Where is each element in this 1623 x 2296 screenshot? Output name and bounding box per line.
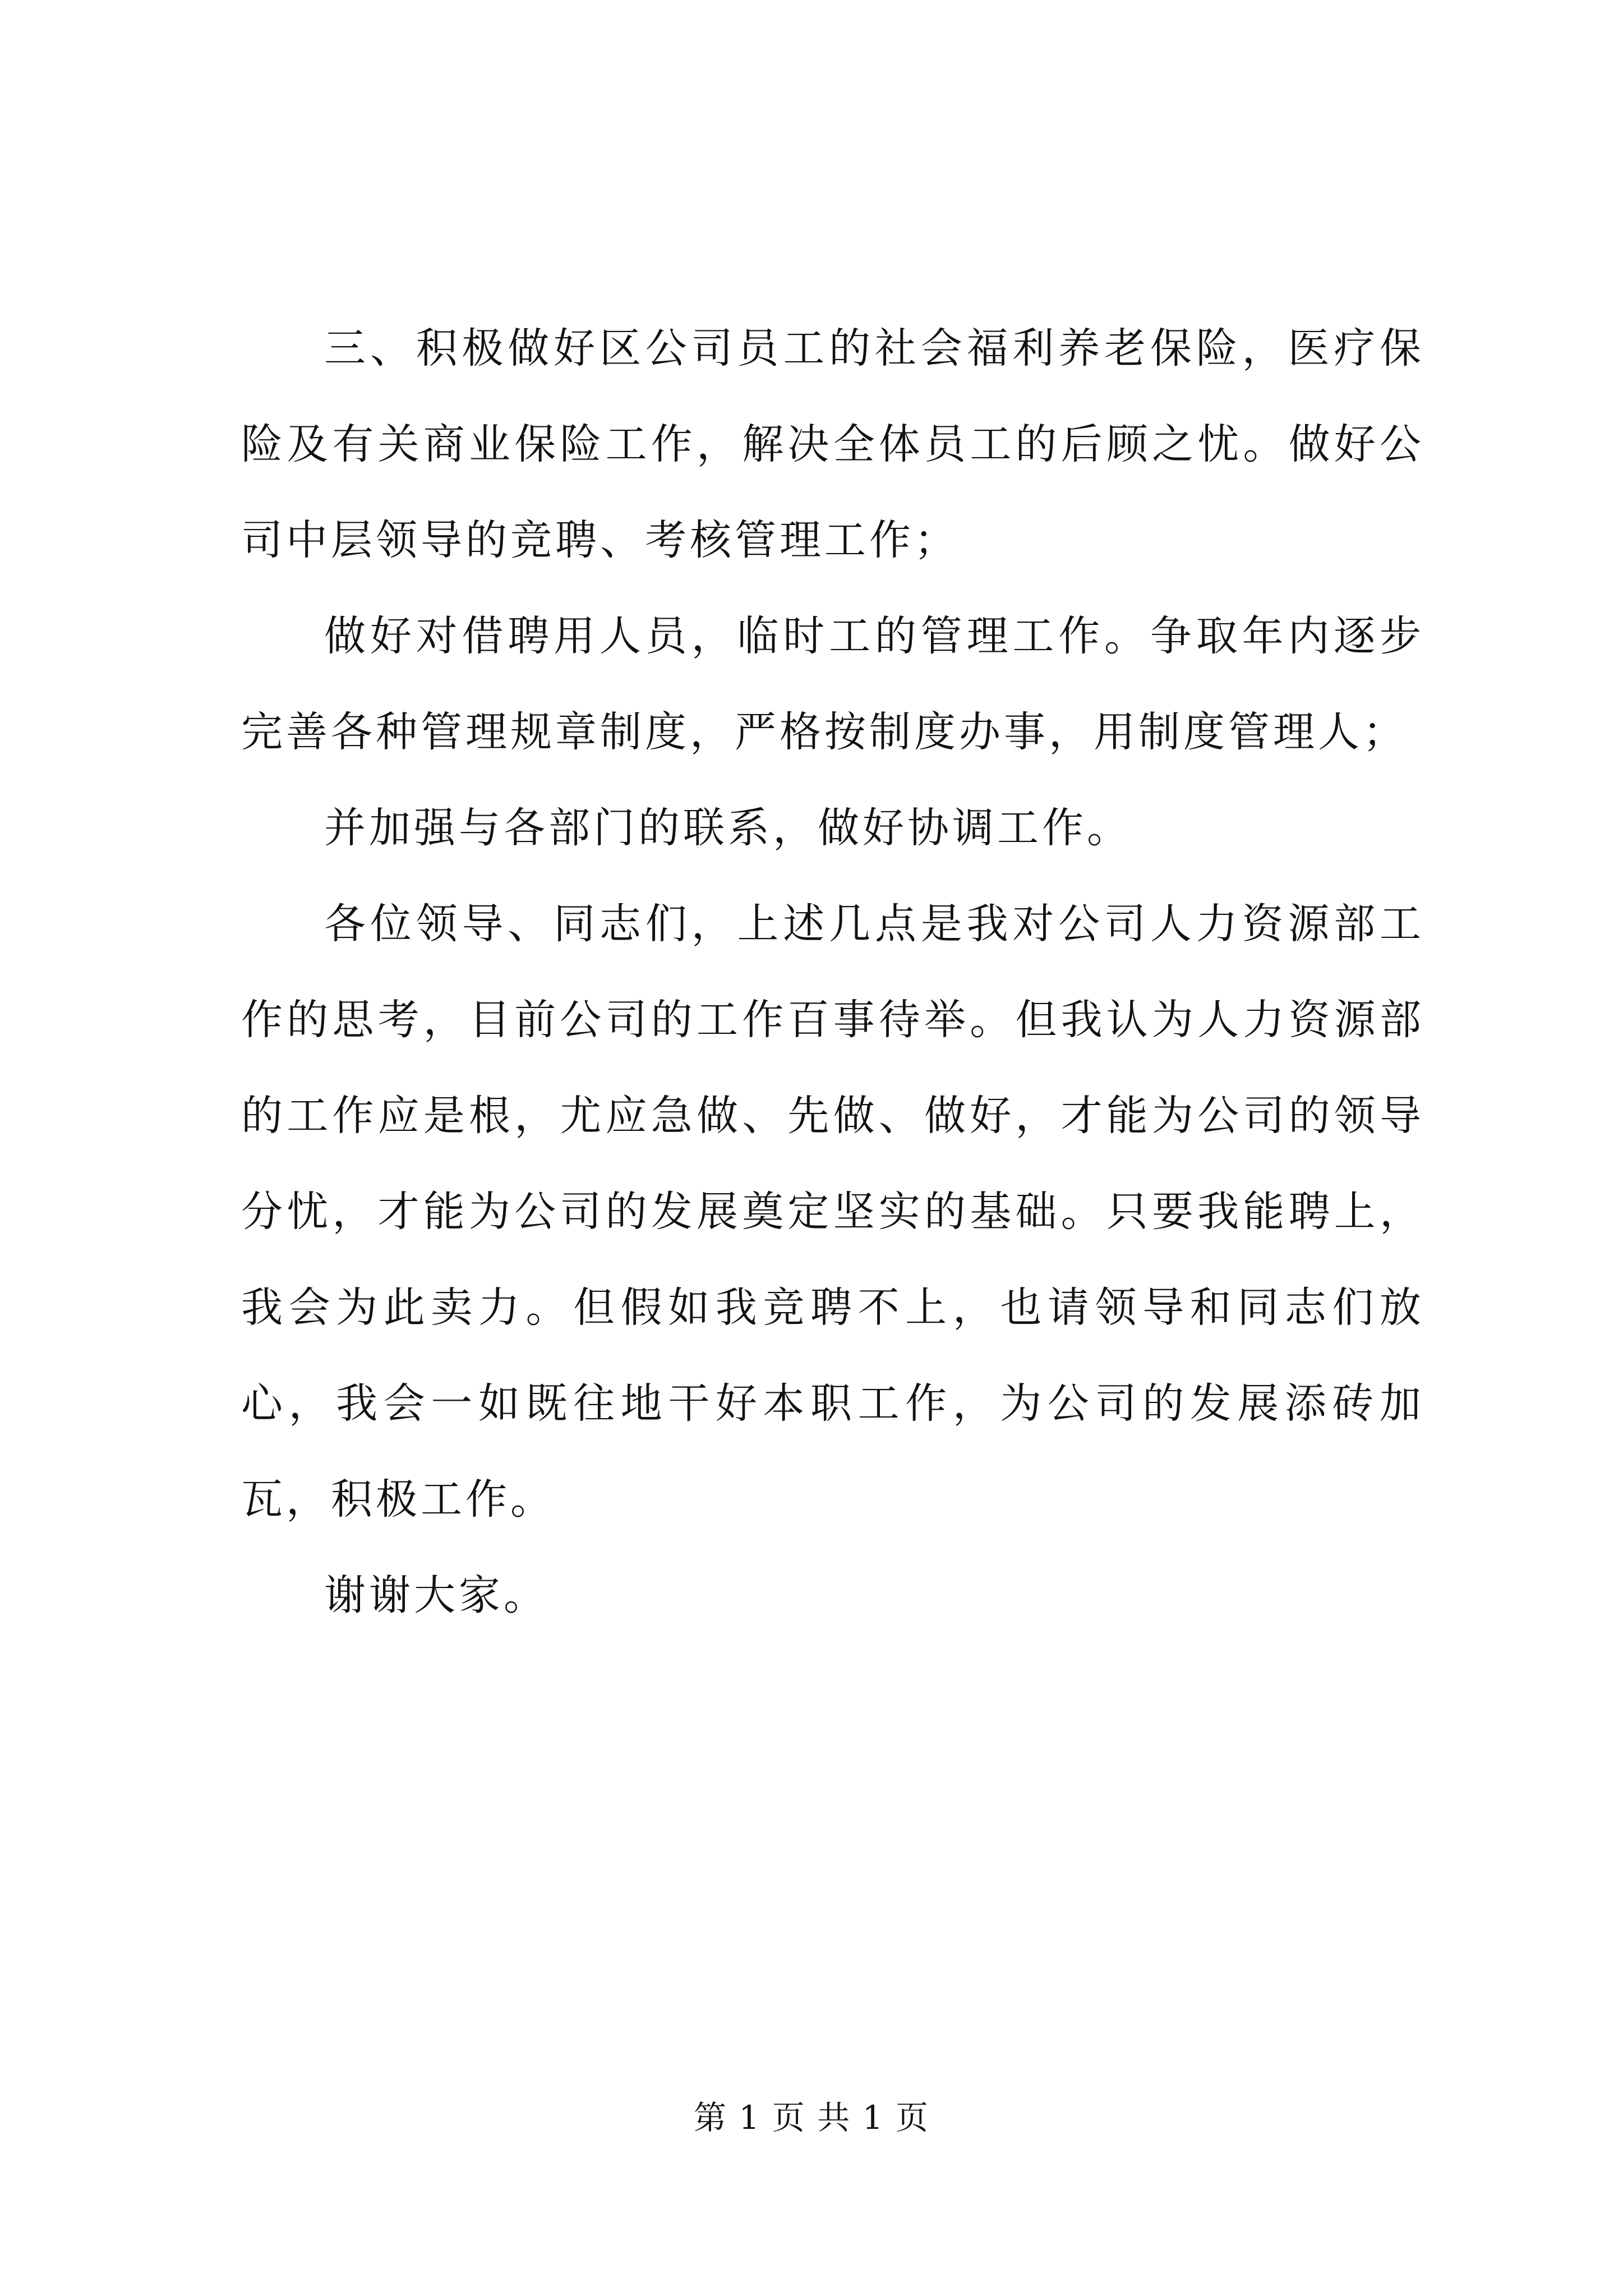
paragraph-temporary-staff: 做好对借聘用人员，临时工的管理工作。争取年内逐步完善各种管理规章制度，严格按制度办事，用制度管理人； xyxy=(241,612,1424,756)
page-footer: 第 1 页 共 1 页 xyxy=(694,2099,929,2137)
paragraph-closing-remarks: 各位领导、同志们，上述几点是我对公司人力资源部工作的思考，目前公司的工作百事待举。但我认为人力资源部的工作应是根，尤应急做、先做、做好，才能为公司的领导分忧，才能为公司的发展奠定坚实的基础。只要我能聘上，我会为此卖力。但假如我竞聘不上，也请领导和同志们放心，我会一如既往地干好本职工作，为公司的发展添砖加瓦，积极工作。 xyxy=(241,900,1424,1524)
document-body xyxy=(241,301,1424,1644)
paragraph-welfare-insurance: 三、积极做好区公司员工的社会福利养老保险，医疗保险及有关商业保险工作，解决全体员工的后顾之忧。做好公司中层领导的竞聘、考核管理工作； xyxy=(241,324,1424,564)
paragraph-coordination: 并加强与各部门的联系，做好协调工作。 xyxy=(324,804,1132,852)
paragraph-thanks: 谢谢大家。 xyxy=(324,1571,548,1619)
